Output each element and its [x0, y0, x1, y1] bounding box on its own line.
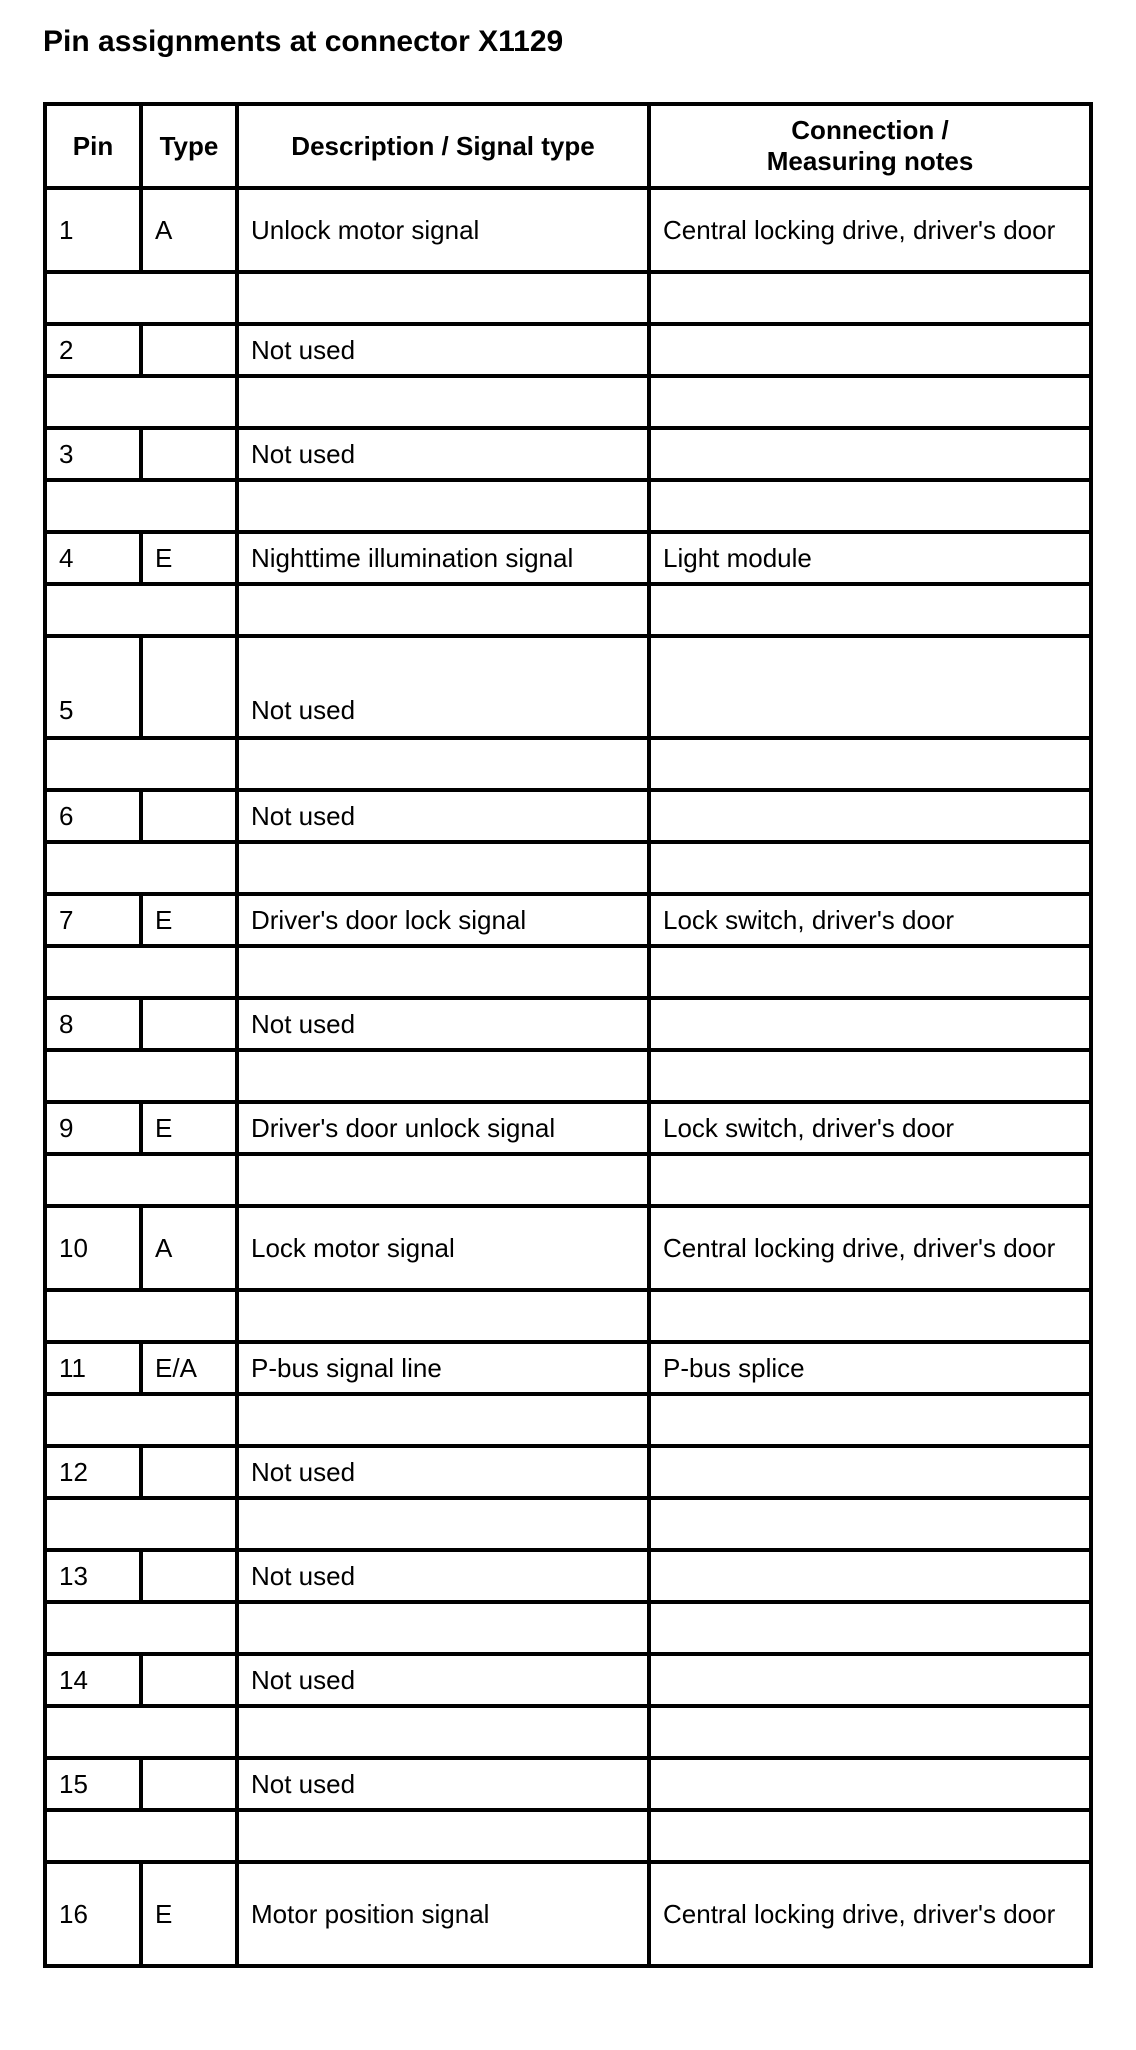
- spacer-cell: [237, 1290, 649, 1342]
- table-row: [45, 188, 1091, 272]
- cell-type: [141, 636, 237, 738]
- spacer-row: [45, 1602, 1091, 1654]
- header-connection-line1: Connection /: [791, 115, 949, 145]
- spacer-cell: [45, 480, 237, 532]
- table-row: [45, 894, 1091, 946]
- spacer-row: [45, 842, 1091, 894]
- cell-type: [141, 1446, 237, 1498]
- table-row: [45, 1550, 1091, 1602]
- table-row: [45, 1102, 1091, 1154]
- cell-type: E: [141, 894, 237, 946]
- cell-type: A: [141, 1206, 237, 1290]
- spacer-row: [45, 584, 1091, 636]
- cell-type: A: [141, 188, 237, 272]
- cell-description: Not used: [237, 1550, 649, 1602]
- spacer-row: [45, 1394, 1091, 1446]
- cell-connection: [649, 790, 1091, 842]
- table-row: [45, 1862, 1091, 1966]
- spacer-cell: [649, 1706, 1091, 1758]
- cell-type: E: [141, 1862, 237, 1966]
- header-description: Description / Signal type: [237, 104, 649, 188]
- cell-description: Not used: [237, 998, 649, 1050]
- spacer-cell: [237, 272, 649, 324]
- cell-type: E/A: [141, 1342, 237, 1394]
- cell-description: Not used: [237, 324, 649, 376]
- cell-pin: 6: [45, 790, 141, 842]
- table-row: [45, 1758, 1091, 1810]
- cell-type: [141, 1654, 237, 1706]
- spacer-cell: [45, 738, 237, 790]
- table-row: [45, 324, 1091, 376]
- cell-pin: 13: [45, 1550, 141, 1602]
- spacer-cell: [649, 1154, 1091, 1206]
- spacer-row: [45, 1050, 1091, 1102]
- cell-connection: [649, 428, 1091, 480]
- table-row: [45, 428, 1091, 480]
- spacer-cell: [45, 1706, 237, 1758]
- cell-type: [141, 1550, 237, 1602]
- spacer-row: [45, 1706, 1091, 1758]
- table-row: [45, 1206, 1091, 1290]
- cell-connection: [649, 1446, 1091, 1498]
- cell-description: Not used: [237, 790, 649, 842]
- header-connection-line2: Measuring notes: [766, 146, 974, 176]
- page-title: Pin assignments at connector X1129: [43, 25, 564, 58]
- spacer-cell: [649, 1394, 1091, 1446]
- cell-type: E: [141, 1102, 237, 1154]
- cell-description: Lock motor signal: [237, 1206, 649, 1290]
- cell-connection: P-bus splice: [649, 1342, 1091, 1394]
- pin-assignment-table: [43, 102, 1093, 1968]
- spacer-cell: [649, 272, 1091, 324]
- spacer-row: [45, 480, 1091, 532]
- spacer-cell: [649, 1050, 1091, 1102]
- header-type: Type: [141, 104, 237, 188]
- table-row: [45, 532, 1091, 584]
- cell-pin: 7: [45, 894, 141, 946]
- spacer-cell: [649, 480, 1091, 532]
- cell-connection: Lock switch, driver's door: [649, 1102, 1091, 1154]
- cell-type: [141, 790, 237, 842]
- cell-pin: 8: [45, 998, 141, 1050]
- cell-type: E: [141, 532, 237, 584]
- table-row: [45, 998, 1091, 1050]
- spacer-cell: [649, 1810, 1091, 1862]
- spacer-cell: [45, 1602, 237, 1654]
- spacer-cell: [237, 842, 649, 894]
- spacer-cell: [237, 1810, 649, 1862]
- table-row: [45, 1446, 1091, 1498]
- spacer-row: [45, 376, 1091, 428]
- cell-type: [141, 428, 237, 480]
- spacer-cell: [45, 376, 237, 428]
- cell-connection: Central locking drive, driver's door: [649, 1862, 1091, 1966]
- spacer-cell: [237, 1706, 649, 1758]
- cell-type: [141, 324, 237, 376]
- spacer-row: [45, 1154, 1091, 1206]
- cell-pin: 10: [45, 1206, 141, 1290]
- cell-pin: 15: [45, 1758, 141, 1810]
- cell-pin: 2: [45, 324, 141, 376]
- spacer-cell: [45, 1290, 237, 1342]
- cell-pin: 4: [45, 532, 141, 584]
- table-header-row: [45, 104, 1091, 188]
- cell-description: Unlock motor signal: [237, 188, 649, 272]
- cell-description: Not used: [237, 428, 649, 480]
- spacer-row: [45, 1498, 1091, 1550]
- spacer-row: [45, 1290, 1091, 1342]
- spacer-cell: [237, 1498, 649, 1550]
- spacer-cell: [649, 584, 1091, 636]
- spacer-cell: [649, 946, 1091, 998]
- cell-description: Driver's door unlock signal: [237, 1102, 649, 1154]
- spacer-cell: [237, 584, 649, 636]
- cell-description: Motor position signal: [237, 1862, 649, 1966]
- cell-description: Not used: [237, 636, 649, 738]
- table-row: [45, 636, 1091, 738]
- spacer-cell: [237, 1050, 649, 1102]
- spacer-cell: [45, 842, 237, 894]
- cell-pin: 12: [45, 1446, 141, 1498]
- cell-connection: [649, 1758, 1091, 1810]
- spacer-cell: [45, 584, 237, 636]
- spacer-cell: [649, 1498, 1091, 1550]
- spacer-row: [45, 946, 1091, 998]
- cell-connection: Central locking drive, driver's door: [649, 188, 1091, 272]
- cell-type: [141, 998, 237, 1050]
- cell-pin: 16: [45, 1862, 141, 1966]
- cell-description: Not used: [237, 1446, 649, 1498]
- spacer-cell: [45, 272, 237, 324]
- spacer-cell: [237, 946, 649, 998]
- cell-connection: Lock switch, driver's door: [649, 894, 1091, 946]
- spacer-cell: [237, 1154, 649, 1206]
- spacer-cell: [237, 1602, 649, 1654]
- spacer-cell: [237, 738, 649, 790]
- cell-pin: 11: [45, 1342, 141, 1394]
- cell-connection: Central locking drive, driver's door: [649, 1206, 1091, 1290]
- cell-connection: Light module: [649, 532, 1091, 584]
- spacer-cell: [45, 1154, 237, 1206]
- spacer-row: [45, 272, 1091, 324]
- spacer-cell: [649, 1602, 1091, 1654]
- cell-description: P-bus signal line: [237, 1342, 649, 1394]
- cell-pin: 14: [45, 1654, 141, 1706]
- spacer-cell: [649, 376, 1091, 428]
- spacer-cell: [45, 946, 237, 998]
- table-row: [45, 1342, 1091, 1394]
- cell-pin: 5: [45, 636, 141, 738]
- spacer-cell: [45, 1498, 237, 1550]
- spacer-cell: [649, 842, 1091, 894]
- header-connection: [649, 104, 1091, 188]
- cell-type: [141, 1758, 237, 1810]
- cell-connection: [649, 324, 1091, 376]
- spacer-row: [45, 1810, 1091, 1862]
- cell-connection: [649, 998, 1091, 1050]
- cell-description: Driver's door lock signal: [237, 894, 649, 946]
- cell-pin: 3: [45, 428, 141, 480]
- spacer-cell: [45, 1050, 237, 1102]
- spacer-cell: [649, 738, 1091, 790]
- cell-connection: [649, 1550, 1091, 1602]
- cell-description: Not used: [237, 1654, 649, 1706]
- spacer-cell: [649, 1290, 1091, 1342]
- cell-description: Not used: [237, 1758, 649, 1810]
- spacer-cell: [237, 480, 649, 532]
- spacer-cell: [45, 1810, 237, 1862]
- header-pin: Pin: [45, 104, 141, 188]
- spacer-cell: [237, 1394, 649, 1446]
- cell-connection: [649, 636, 1091, 738]
- table-body: [45, 188, 1091, 1966]
- spacer-cell: [237, 376, 649, 428]
- spacer-cell: [45, 1394, 237, 1446]
- cell-pin: 9: [45, 1102, 141, 1154]
- table-row: [45, 790, 1091, 842]
- table-row: [45, 1654, 1091, 1706]
- cell-connection: [649, 1654, 1091, 1706]
- spacer-row: [45, 738, 1091, 790]
- cell-description: Nighttime illumination signal: [237, 532, 649, 584]
- cell-pin: 1: [45, 188, 141, 272]
